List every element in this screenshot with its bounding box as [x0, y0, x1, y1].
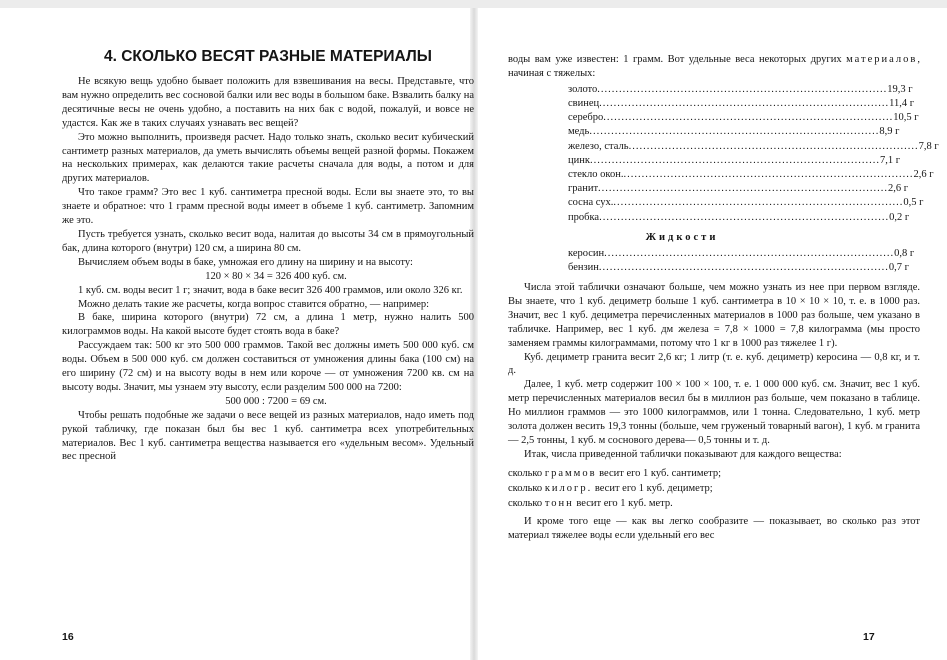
spaced-word: материалов	[846, 54, 918, 65]
formula: 120 × 80 × 34 = 326 400 куб. см.	[205, 270, 347, 282]
specific-weight-value: 0,8 г	[894, 247, 915, 259]
dot-leader: ................................................................................	[628, 140, 919, 152]
paragraph: Чтобы решать подобные же задачи о весе вещей из разных материалов, надо иметь под рукой табличку, где показан был бы вес 1 куб. сантиметра всех употребительных материалов. Вес 1 куб. сантиметра вещества называется его «удельным весом». Удельный вес пресной	[62, 409, 474, 463]
paragraph: Что такое грамм? Это вес 1 куб. сантиметра пресной воды. Если вы знаете это, то вы знаете и обратное: что 1 грамм пресной воды имеет в объеме 1 куб. сантиметр. Запомним же это.	[62, 187, 474, 227]
table-row	[568, 196, 924, 210]
material-name: стекло окон.	[568, 168, 624, 180]
right-page	[508, 53, 939, 543]
dot-leader: ................................................................................	[613, 197, 904, 209]
table-row	[568, 261, 909, 275]
material-name: цинк	[568, 154, 590, 166]
paragraph: Числа этой таблички означают больше, чем можно узнать из нее при первом взгляде. Вы знаете, что 1 куб. дециметр больше 1 куб. сантиметра в 10 × 10 × 10, т. е. в 1000 раз. Значит, вес 1 куб. дециметра перечисленных материалов в 1000 раз больше, чем указано в табличке. Например, вес 1 куб. дм железа = 7,8 × 1000 = 7,8 килограмма (мы просто заменяем граммы килограммами, потому что 1 кг в 1000 раз тяжелее 1 г).	[508, 281, 920, 349]
unit-word: килогр.	[544, 482, 593, 494]
material-name: железо, сталь	[568, 140, 629, 152]
dot-leader: ................................................................................	[623, 168, 914, 180]
definition-line: сколько граммов весит его 1 куб. сантиметр;	[508, 467, 722, 479]
paragraph: И кроме того еще — как вы легко сообразите — показывает, во сколько раз этот материал тяжелее воды если удельный его вес	[508, 515, 920, 541]
paragraph: Не всякую вещь удобно бывает положить для взвешивания на весы. Представьте, что вам нужно определить вес сосновой балки или вес воды в большом баке. Взвалить балку на десятичные весы не очень удобно, а поставить на них бак с водой, пожалуй, и вовсе не удастся. Как же в таких случаях узнавать вес вещей?	[62, 76, 474, 129]
table-row	[568, 97, 915, 111]
dot-leader: ................................................................................	[589, 154, 880, 166]
dot-leader: ................................................................................	[597, 83, 888, 95]
table-row	[568, 211, 910, 225]
dot-leader: ................................................................................	[598, 183, 889, 195]
dot-leader: ................................................................................	[603, 112, 894, 124]
definition-list	[508, 466, 920, 511]
specific-weight-value: 2,6 г	[888, 183, 909, 195]
chapter-heading: 4. СКОЛЬКО ВЕСЯТ РАЗНЫЕ МАТЕРИАЛЫ	[104, 48, 432, 65]
specific-weight-value: 0,7 г	[888, 261, 909, 273]
material-name: сосна сух.	[568, 197, 614, 209]
dot-leader: ................................................................................	[599, 98, 890, 109]
specific-weight-value: 11,4 г	[889, 98, 915, 109]
dot-leader: ................................................................................	[589, 126, 880, 138]
table-row	[568, 111, 919, 125]
table-row	[568, 168, 934, 182]
paragraph: Рассуждаем так: 500 кг это 500 000 граммов. Такой вес должны иметь 500 000 куб. см воды. Объем в 500 000 куб. см должен составиться от умножения длины бака (100 см) на его ширину (72 см) и на высоту воды в нем или короче — от умножения 7200 кв. см на высоту воды. Значит, мы узнаем эту высоту, если разделим 500 000 на 7200:	[62, 340, 474, 393]
specific-weight-value: 7,1 г	[879, 154, 901, 166]
specific-weight-value: 8,9 г	[879, 126, 900, 138]
material-name: гранит	[568, 183, 599, 195]
paragraph: Это можно выполнить, произведя расчет. Надо только знать, сколько весит кубический сантиметр разных материалов, да уметь вычислять объемы вещей разной формы. Покажем на нескольких примерах, как делаются такие расчеты сначала для воды, а потом и для других материалов.	[62, 131, 474, 185]
paragraph: Далее, 1 куб. метр содержит 100 × 100 × 100, т. е. 1 000 000 куб. см. Значит, вес 1 куб. метр перечисленных материалов весил бы в миллион раз больше, чем показано в таблице. Но миллион граммов — это 1000 килограммов, или 1 тонна. Следовательно, 1 куб. метр золота должен весить 19,3 тонны (больше, чем груженый товарный вагон), 1 куб. м гранита — 2,5 тонны, 1 куб. м соснового дерева— 0,5 тонны и т. д.	[508, 379, 920, 446]
dot-leader: ................................................................................	[598, 261, 889, 273]
table-row	[568, 182, 909, 196]
unit-word: граммов	[544, 467, 597, 479]
paragraph: Пусть требуется узнать, сколько весит вода, налитая до высоты 34 см в прямоугольный бак, длина которого (внутри) 120 см, а ширина 80 см.	[62, 228, 474, 254]
liquids-subheading: Жидкости	[645, 231, 719, 243]
paragraph: В баке, ширина которого (внутри) 72 см, а длина 1 метр, нужно налить 500 килограммов воды. На какой высоте будет стоять вода в баке?	[62, 312, 474, 338]
liquids-table	[568, 247, 915, 275]
material-name: пробка	[568, 211, 600, 223]
material-name: бензин	[568, 261, 599, 273]
page-number-right: 17	[863, 631, 875, 643]
definition-line: сколько килогр. весит его 1 куб. дециметр;	[508, 482, 713, 494]
table-row	[568, 154, 901, 168]
specific-weight-table	[568, 83, 939, 225]
material-name: медь	[568, 126, 590, 138]
dot-leader: ................................................................................	[599, 211, 890, 223]
left-page	[62, 36, 474, 464]
specific-weight-value: 2,6 г	[913, 168, 934, 180]
paragraph: Итак, числа приведенной таблички показывают для каждого вещества:	[524, 448, 842, 460]
table-row	[568, 140, 939, 154]
specific-weight-value: 10,5 г	[893, 112, 919, 124]
page-number-left: 16	[62, 631, 74, 643]
specific-weight-value: 0,5 г	[903, 197, 924, 209]
paragraph: Вычисляем объем воды в баке, умножая его длину на ширину и на высоту:	[78, 256, 413, 268]
specific-weight-value: 19,3 г	[887, 83, 913, 95]
paragraph: воды вам уже известен: 1 грамм. Вот удельные веса некоторых других материалов, начиная с тяжелых:	[508, 54, 920, 79]
material-name: золото	[568, 83, 598, 95]
material-name: керосин	[568, 247, 605, 259]
dot-leader: ................................................................................	[604, 247, 895, 259]
material-name: свинец	[568, 98, 600, 109]
table-row	[568, 83, 913, 97]
unit-word: тонн	[544, 497, 574, 509]
paragraph: Куб. дециметр гранита весит 2,6 кг; 1 литр (т. е. куб. дециметр) керосина — 0,8 кг, и т. д.	[508, 351, 920, 377]
specific-weight-value: 0,2 г	[889, 211, 910, 223]
paragraph: Можно делать такие же расчеты, когда вопрос ставится обратно, — например:	[78, 298, 430, 310]
table-row	[568, 247, 915, 261]
formula: 500 000 : 7200 = 69 см.	[225, 395, 327, 407]
specific-weight-value: 7,8 г	[918, 140, 939, 152]
paragraph: 1 куб. см. воды весит 1 г; значит, вода в баке весит 326 400 граммов, или около 326 кг.	[78, 284, 463, 296]
table-row	[568, 125, 900, 139]
definition-line: сколько тонн весит его 1 куб. метр.	[508, 497, 673, 509]
material-name: серебро	[568, 112, 604, 124]
